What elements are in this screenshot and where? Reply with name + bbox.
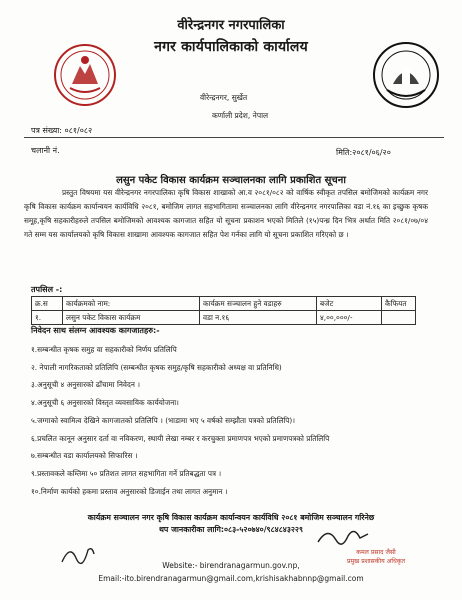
list-item: १०.निर्माण कार्यको हकमा प्रस्ताव अनुसारको डिजाईन तथा लागत अनुमान ।: [31, 486, 228, 496]
list-item: ६.प्रचलित कानून अनुसार दर्ता वा नविकरण, स्थायी लेखा नम्बर र करचुक्ता प्रमाणपत्र भएको प्रमाणपत्रको प्रतिलिपि: [31, 433, 330, 443]
dispatch-number: चलानी नं.: [31, 146, 60, 155]
column-header: क्र.स: [32, 297, 63, 311]
list-item: ५.जग्गाको स्वामित्व देखिने कागजातको प्रतिलिपि । (भाडामा भए ५ वर्षको सम्झौता पत्रको प्रतिलिपि)।: [31, 415, 296, 425]
notice-body: [24, 186, 428, 242]
documents-heading: निवेदन साथ संलग्न आवश्यक कागजातहरु:-: [31, 326, 160, 335]
column-header: कैफियत: [382, 297, 416, 311]
municipality-name: वीरेन्द्रनगर नगरपालिका: [177, 18, 285, 33]
table-cell: १.: [32, 311, 63, 325]
list-item: २. नेपाली नागरिकताको प्रतिलिपि (सम्बन्धीत कृषक समुह/कृषि सहकारीको अध्यक्ष वा प्रतिनिधि): [31, 362, 282, 372]
header-divider: [24, 137, 444, 138]
schedule-heading: तपसिल -:: [31, 285, 63, 294]
list-item: ३.अनुसूची ४ अनुसारको ढाँचामा निवेदन ।: [31, 380, 140, 390]
table-cell: ४,००,०००/-: [317, 311, 382, 325]
table-cell: वडा न.१६: [200, 311, 317, 325]
table-cell: लसुन पकेट विकास कार्यक्रम: [63, 311, 200, 325]
schedule-table: [31, 296, 416, 325]
contact-line: थप जानकारीका लागि:०८३-५२०७४०/९८४८४३२२९: [158, 525, 304, 534]
notice-date: मिति:२०८१/०६/२०: [336, 148, 391, 157]
footer-email: Email:-ito.birendranagarmun@gmail.com,krishisakhabnnp@gmail.com: [98, 574, 364, 583]
table-cell: [382, 311, 416, 325]
list-item: ४.अनुसूची ६ अनुसारको विस्तृत व्यवसायिक कार्ययोजना।: [31, 398, 179, 408]
office-province: कर्णाली प्रदेश, नेपाल: [212, 111, 269, 120]
stamp-role: प्रमुख प्रशासकीय अधिकृत: [346, 558, 406, 565]
notice-title: लसुन पकेट विकास कार्यक्रम सञ्चालनका लागि प्रकाशित सूचना: [116, 175, 346, 186]
letter-number: पत्र संख्या: ०८१/०८२: [31, 126, 93, 135]
notice-paragraph: प्रस्तुत विषयमा यस वीरेन्द्रनगर नगरपालिका कृषि विकास शाखाको आ.व २०८१/०८२ को वार्षिक स्वीकृत तपसिल बमोजिमको कार्यक्रम नगर कृषि विकास कार्यक्रम कार्यान्वयन कार्यविधि २०८१, बमोजिम लागत सहभागितामा सञ्चालनका लागि वीरेन्द्रनगर नगरपालिका वडा नं.१६ का इच्छुक कृषक समूह,कृषि सहकारीहरुले तपसिल बमोजिमको आवश्यक कागजात सहित यो सूचना प्रकाशन भएको मितिले (१५)पन्ध्र दिन भित्र अर्थात मिति २०८१/०७/०४ गते सम्म यस कार्यालयको कृषि विकास शाखामा आवश्यक कागजात सहित पेश गर्नका लागि यो सूचना प्रकाशित गरिएको छ ।: [24, 188, 428, 239]
table-row: [32, 311, 416, 325]
office-name: नगर कार्यपालिकाको कार्यालय: [154, 39, 308, 55]
column-header: कार्यक्रम सञ्चालन हुने वडाहरु: [200, 297, 317, 311]
list-item: १.सम्बन्धीत कृषक समुह वा सहकारीको निर्णय प्रतिलिपि: [31, 345, 177, 354]
list-item: ७.सम्बन्धीत वडा कार्यालयको सिफारिस ।: [31, 451, 138, 461]
footer-website: Website:- birendranagarmun.gov.np,: [162, 561, 300, 570]
documents-list: [31, 341, 431, 500]
table-header-row: [32, 297, 416, 311]
stamp-name: कमल प्रसाद जैसी: [356, 549, 396, 556]
office-location: वीरेन्द्रनगर, सुर्खेत: [200, 93, 248, 102]
list-item: ९.प्रस्तावकले कम्तिमा ५० प्रतिशत लागत सहभागिता गर्ने प्रतिबद्धता पत्र ।: [31, 468, 222, 478]
closing-line: कार्यक्रम सञ्चालन नगर कृषि विकास कार्यक्रम कार्यान्वयन कार्यविधि २०८१ बमोजिम सञ्चालन गरिनेछ: [87, 513, 375, 522]
column-header: बजेट: [317, 297, 382, 311]
column-header: कार्यक्रमको नाम:: [63, 297, 200, 311]
